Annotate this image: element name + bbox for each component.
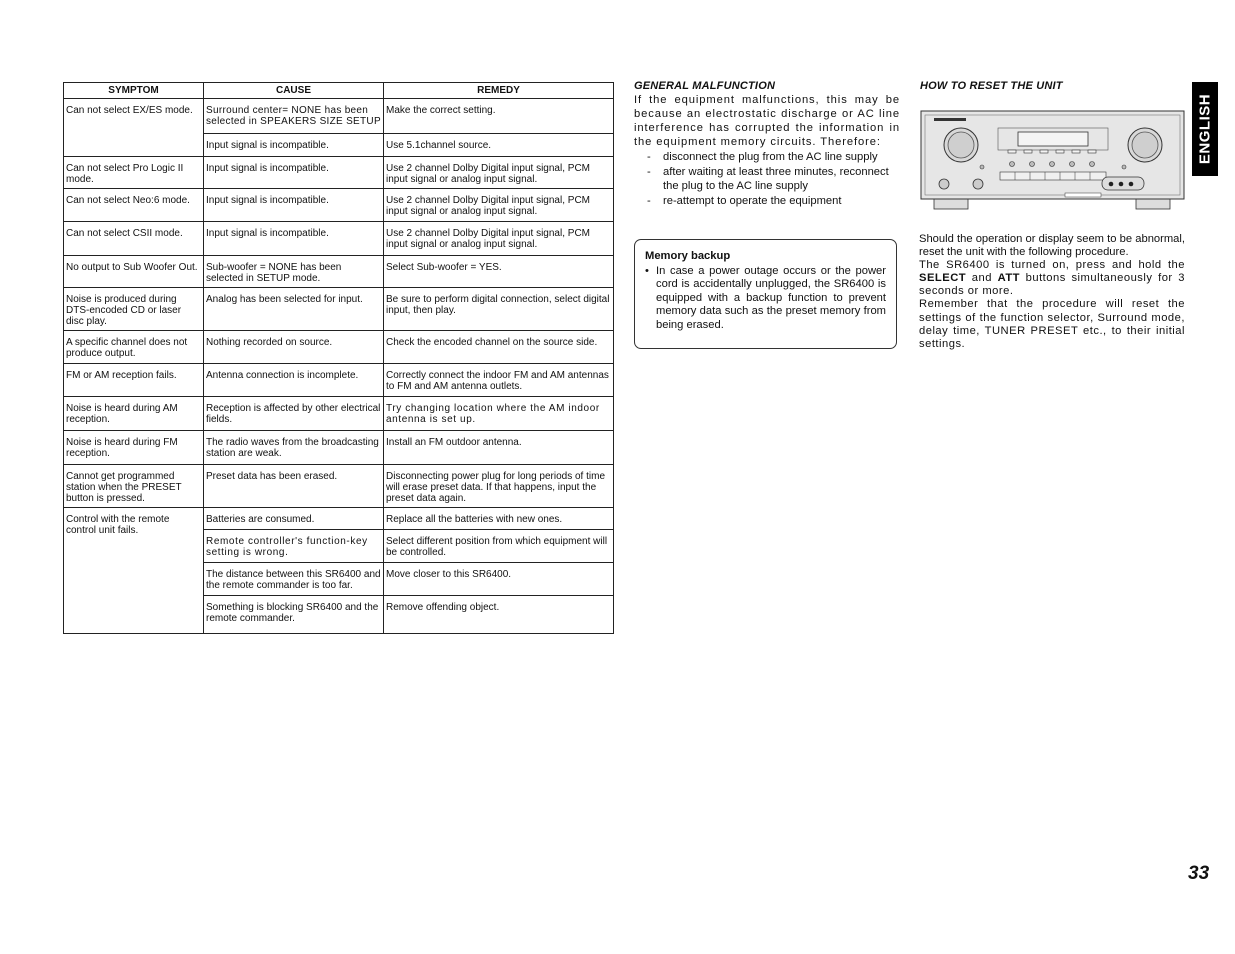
table-row	[64, 331, 614, 364]
header-remedy: REMEDY	[384, 83, 614, 99]
att-button-label: ATT	[997, 272, 1020, 285]
reset-instructions	[919, 233, 1185, 351]
remedy-cell: Select Sub-woofer = YES.	[384, 256, 614, 288]
cause-cell: Antenna connection is incomplete.	[204, 364, 384, 397]
remedy-cell: Use 2 channel Dolby Digital input signal, PCM input signal or analog input signal.	[384, 222, 614, 256]
symptom-cell: Cannot get programmed station when the PRESET button is pressed.	[64, 465, 204, 508]
symptom-cell: Can not select Neo:6 mode.	[64, 189, 204, 222]
cause-cell: The distance between this SR6400 and the remote commander is too far.	[204, 563, 384, 596]
general-malfunction-title: GENERAL MALFUNCTION	[634, 80, 776, 92]
symptom-cell: Can not select CSII mode.	[64, 222, 204, 256]
remedy-cell: Use 2 channel Dolby Digital input signal, PCM input signal or analog input signal.	[384, 157, 614, 189]
cause-cell: Sub-woofer = NONE has been selected in SETUP mode.	[204, 256, 384, 288]
troubleshooting-table	[63, 82, 614, 634]
symptom-cell: Can not select EX/ES mode.	[64, 99, 204, 157]
general-malfunction-intro: If the equipment malfunctions, this may be because an electrostatic discharge or AC line interference has corrupted the information in the equipment memory circuits. Therefore:	[634, 94, 900, 148]
page-number: 33	[1188, 863, 1210, 884]
memory-backup-text: • In case a power outage occurs or the power cord is accidentally unplugged, the SR6400 is equipped with a backup function to prevent memory data such as the preset memory from being erased.	[645, 265, 886, 333]
table-row	[64, 189, 614, 222]
list-item: - re-attempt to operate the equipment	[634, 194, 900, 208]
symptom-cell: A specific channel does not produce output.	[64, 331, 204, 364]
cause-cell: Nothing recorded on source.	[204, 331, 384, 364]
reset-title: HOW TO RESET THE UNIT	[920, 80, 1063, 92]
cause-cell: Preset data has been erased.	[204, 465, 384, 508]
cause-cell: Surround center= NONE has been selected in SPEAKERS SIZE SETUP	[204, 99, 384, 134]
table-row	[64, 288, 614, 331]
general-malfunction-body	[634, 93, 900, 208]
remedy-cell: Install an FM outdoor antenna.	[384, 431, 614, 465]
remedy-cell: Select different position from which equipment will be controlled.	[384, 530, 614, 563]
symptom-cell: Noise is produced during DTS-encoded CD or laser disc play.	[64, 288, 204, 331]
list-item: - disconnect the plug from the AC line supply	[634, 150, 900, 164]
select-button-label: SELECT	[919, 272, 967, 285]
remedy-cell: Remove offending object.	[384, 596, 614, 634]
table-row	[64, 364, 614, 397]
cause-cell: Reception is affected by other electrical fields.	[204, 397, 384, 431]
header-symptom: SYMPTOM	[64, 83, 204, 99]
table-row	[64, 222, 614, 256]
remedy-cell: Use 5.1channel source.	[384, 134, 614, 157]
reset-paragraph-2	[919, 259, 1185, 298]
remedy-cell: Replace all the batteries with new ones.	[384, 508, 614, 530]
cause-cell: Input signal is incompatible.	[204, 222, 384, 256]
remedy-cell: Check the encoded channel on the source side.	[384, 331, 614, 364]
remedy-cell: Correctly connect the indoor FM and AM antennas to FM and AM antenna outlets.	[384, 364, 614, 397]
language-tab-label: ENGLISH	[1196, 93, 1214, 165]
remedy-cell: Use 2 channel Dolby Digital input signal, PCM input signal or analog input signal.	[384, 189, 614, 222]
remedy-cell: Try changing location where the AM indoor antenna is set up.	[384, 397, 614, 431]
table-row	[64, 157, 614, 189]
cause-cell: Batteries are consumed.	[204, 508, 384, 530]
table-row	[64, 431, 614, 465]
cause-cell: Input signal is incompatible.	[204, 189, 384, 222]
malfunction-steps	[634, 150, 900, 208]
list-item: - after waiting at least three minutes, reconnect the plug to the AC line supply	[634, 165, 900, 193]
table-row	[64, 397, 614, 431]
symptom-cell: FM or AM reception fails.	[64, 364, 204, 397]
symptom-cell: Can not select Pro Logic II mode.	[64, 157, 204, 189]
memory-backup-title: Memory backup	[645, 250, 731, 262]
table-row	[64, 465, 614, 508]
reset-text: and	[966, 272, 998, 285]
table-row	[64, 99, 614, 134]
cause-cell: Remote controller's function-key setting is wrong.	[204, 530, 384, 563]
symptom-cell: Noise is heard during AM reception.	[64, 397, 204, 431]
reset-paragraph-3: Remember that the procedure will reset the settings of the function selector, Surround mode, delay time, TUNER PRESET etc., to their initial settings.	[919, 298, 1185, 350]
cause-cell: Input signal is incompatible.	[204, 157, 384, 189]
table-header-row	[64, 83, 614, 99]
remedy-cell: Move closer to this SR6400.	[384, 563, 614, 596]
remedy-cell: Make the correct setting.	[384, 99, 614, 134]
cause-cell: The radio waves from the broadcasting station are weak.	[204, 431, 384, 465]
memory-backup-box	[634, 239, 897, 349]
cause-cell: Something is blocking SR6400 and the remote commander.	[204, 596, 384, 634]
symptom-cell: Noise is heard during FM reception.	[64, 431, 204, 465]
symptom-cell: Control with the remote control unit fails.	[64, 508, 204, 634]
reset-paragraph-1: Should the operation or display seem to be abnormal, reset the unit with the following procedure.	[919, 233, 1185, 259]
table-row	[64, 508, 614, 530]
remedy-cell: Be sure to perform digital connection, select digital input, then play.	[384, 288, 614, 331]
reset-text: The SR6400 is turned on, press and hold the	[919, 259, 1185, 272]
cause-cell: Input signal is incompatible.	[204, 134, 384, 157]
language-tab	[1192, 82, 1218, 176]
reset-text: buttons simultaneously for 3 seconds or more.	[919, 272, 1185, 298]
remedy-cell: Disconnecting power plug for long periods of time will erase preset data. If that happens, input the preset data again.	[384, 465, 614, 508]
symptom-cell: No output to Sub Woofer Out.	[64, 256, 204, 288]
receiver-front-panel-illustration	[920, 110, 1185, 210]
header-cause: CAUSE	[204, 83, 384, 99]
cause-cell: Analog has been selected for input.	[204, 288, 384, 331]
table-row	[64, 256, 614, 288]
